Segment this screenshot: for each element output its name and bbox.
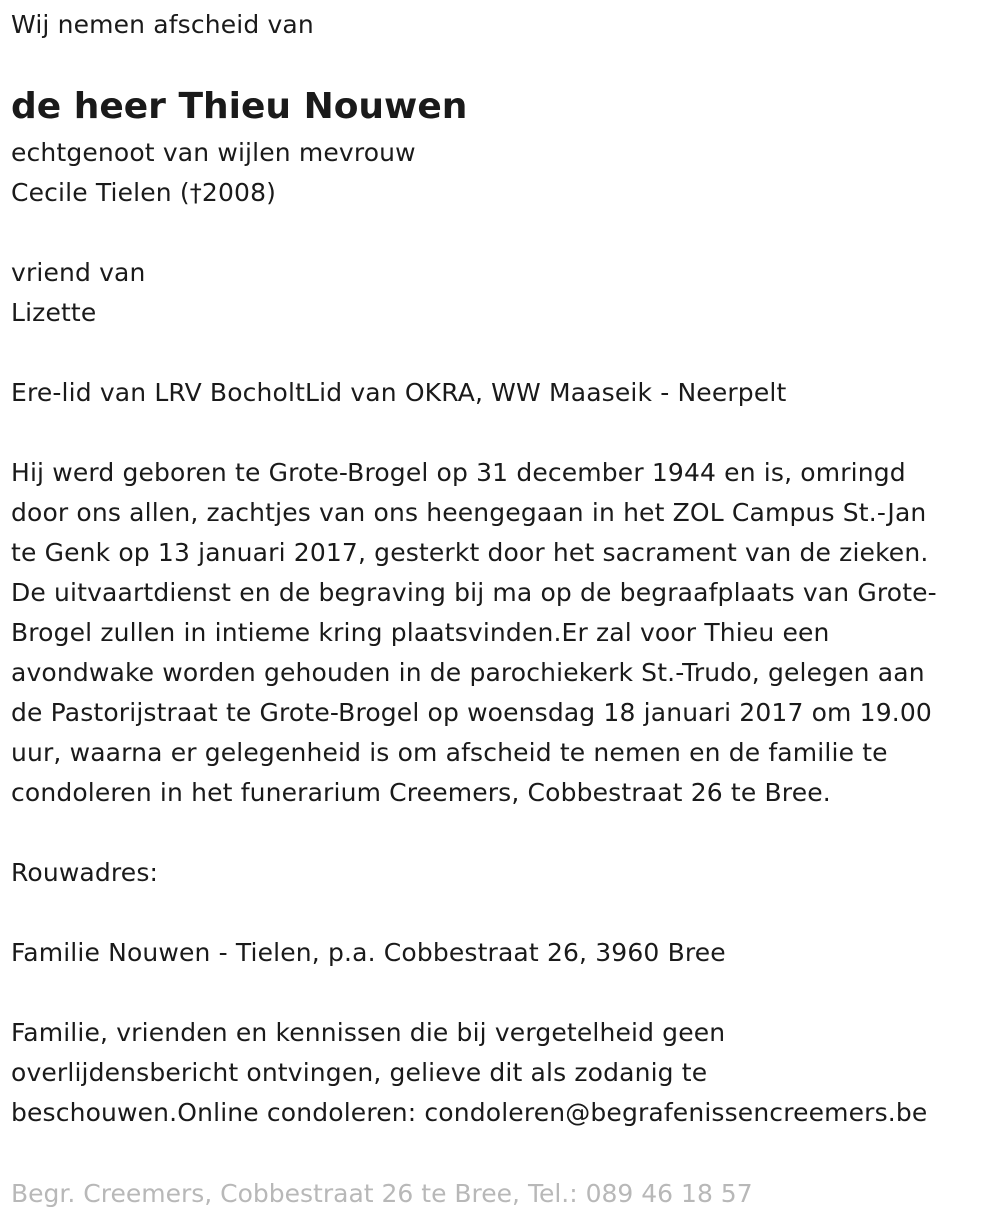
announcement-line: de Pastorijstraat te Grote-Brogel op woensdag 18 januari 2017 om 19.00 bbox=[11, 698, 932, 727]
announcement-line: condoleren in het funerarium Creemers, Cobbestraat 26 te Bree. bbox=[11, 778, 831, 807]
funeral-home-footer: Begr. Creemers, Cobbestraat 26 te Bree, Tel.: 089 46 18 57 bbox=[11, 1179, 753, 1208]
spouse-line-1: echtgenoot van wijlen mevrouw bbox=[11, 138, 416, 167]
closing-line: overlijdensbericht ontvingen, gelieve dit als zodanig te bbox=[11, 1058, 708, 1087]
friend-line-2: Lizette bbox=[11, 298, 97, 327]
announcement-line: De uitvaartdienst en de begraving bij ma op de begraafplaats van Grote- bbox=[11, 578, 937, 607]
spouse-name: Cecile Tielen ( bbox=[11, 178, 190, 207]
announcement-line: uur, waarna er gelegenheid is om afscheid te nemen en de familie te bbox=[11, 738, 888, 767]
spacer bbox=[11, 333, 991, 373]
mourning-address: Familie Nouwen - Tielen, p.a. Cobbestraat 26, 3960 Bree bbox=[11, 938, 726, 967]
intro-line: Wij nemen afscheid van bbox=[11, 10, 314, 39]
mourning-address-label: Rouwadres: bbox=[11, 858, 159, 887]
announcement-line: door ons allen, zachtjes van ons heengegaan in het ZOL Campus St.-Jan bbox=[11, 498, 927, 527]
spouse-line-2 bbox=[11, 173, 991, 213]
announcement-line: Hij werd geboren te Grote-Brogel op 31 december 1944 en is, omringd bbox=[11, 458, 906, 487]
announcement-line: te Genk op 13 januari 2017, gesterkt door het sacrament van de zieken. bbox=[11, 538, 929, 567]
memberships-line: Ere-lid van LRV BocholtLid van OKRA, WW Maaseik - Neerpelt bbox=[11, 378, 787, 407]
spacer bbox=[11, 893, 991, 933]
closing-line: beschouwen.Online condoleren: condoleren@begrafenissencreemers.be bbox=[11, 1098, 928, 1127]
announcement-paragraph bbox=[11, 453, 991, 813]
announcement-line: avondwake worden gehouden in de parochiekerk St.-Trudo, gelegen aan bbox=[11, 658, 925, 687]
spacer bbox=[11, 813, 991, 853]
deceased-name: de heer Thieu Nouwen bbox=[11, 86, 468, 127]
cross-icon: † bbox=[189, 179, 202, 207]
obituary-notice bbox=[11, 0, 991, 1133]
spouse-death-year: 2008) bbox=[201, 178, 277, 207]
closing-line: Familie, vrienden en kennissen die bij vergetelheid geen bbox=[11, 1018, 726, 1047]
announcement-line: Brogel zullen in intieme kring plaatsvinden.Er zal voor Thieu een bbox=[11, 618, 830, 647]
spacer bbox=[11, 413, 991, 453]
friend-line-1: vriend van bbox=[11, 258, 146, 287]
closing-paragraph bbox=[11, 1013, 991, 1133]
spacer bbox=[11, 213, 991, 253]
spacer bbox=[11, 973, 991, 1013]
